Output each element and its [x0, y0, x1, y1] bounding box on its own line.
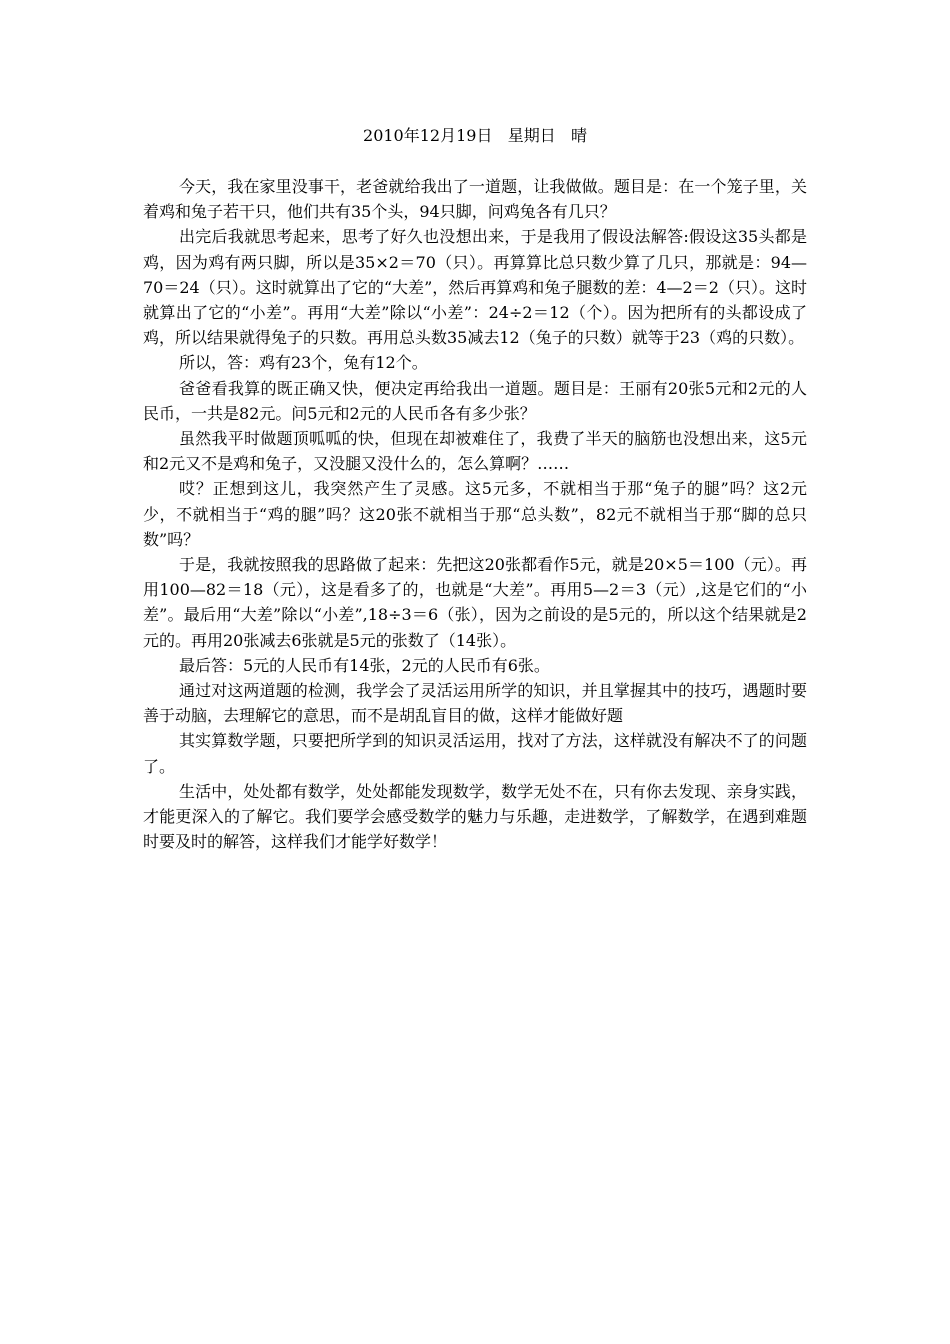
diary-date-heading: 2010年12月19日 星期日 晴 — [363, 126, 587, 145]
paragraph-1: 今天，我在家里没事干，老爸就给我出了一道题，让我做做。题目是：在一个笼子里，关着鸡和兔子若干只，他们共有35个头，94只脚，问鸡兔各有几只？ — [143, 177, 807, 222]
paragraph-9: 通过对这两道题的检测，我学会了灵活运用所学的知识，并且掌握其中的技巧，遇题时要善于动脑，去理解它的意思，而不是胡乱盲目的做，这样才能做好题 — [143, 681, 807, 726]
paragraph-8: 最后答：5元的人民币有14张，2元的人民币有6张。 — [179, 655, 550, 675]
paragraph-7: 于是，我就按照我的思路做了起来：先把这20张都看作5元，就是20×5＝100（元）。再用100—82＝18（元），这是看多了的，也就是“大差”。再用5—2＝3（元）,这是它们的“小差”。最后用“大差”除以“小差”,18÷3＝6（张），因为之前设的是5元的，所以这个结果就是2元的。再用20张减去6张就是5元的张数了（14张）。 — [143, 555, 807, 650]
paragraph-4: 爸爸看我算的既正确又快，便决定再给我出一道题。题目是：王丽有20张5元和2元的人民币，一共是82元。问5元和2元的人民币各有多少张？ — [143, 378, 807, 423]
paragraph-3: 所以，答：鸡有23个，兔有12个。 — [179, 353, 428, 373]
document-page — [143, 124, 807, 854]
paragraph-5: 虽然我平时做题顶呱呱的快，但现在却被难住了，我费了半天的脑筋也没想出来，这5元和2元又不是鸡和兔子，又没腿又没什么的，怎么算啊？…… — [143, 429, 807, 474]
paragraph-2: 出完后我就思考起来，思考了好久也没想出来，于是我用了假设法解答:假设这35头都是鸡，因为鸡有两只脚，所以是35×2＝70（只）。再算算比总只数少算了几只，那就是：94—70＝24（只）。这时就算出了它的“大差”，然后再算鸡和兔子腿数的差：4—2＝2（只）。这时就算出了它的“小差”。再用“大差”除以“小差”：24÷2＝12（个）。因为把所有的头都设成了鸡，所以结果就得兔子的只数。再用总头数35减去12（兔子的只数）就等于23（鸡的只数）。 — [143, 227, 807, 348]
paragraph-11: 生活中，处处都有数学，处处都能发现数学，数学无处不在，只有你去发现、亲身实践，才能更深入的了解它。我们要学会感受数学的魅力与乐趣，走进数学，了解数学，在遇到难题时要及时的解答，这样我们才能学好数学！ — [143, 781, 807, 852]
paragraph-10: 其实算数学题，只要把所学到的知识灵活运用，找对了方法，这样就没有解决不了的问题了。 — [143, 731, 807, 776]
paragraph-6: 哎？正想到这儿，我突然产生了灵感。这5元多，不就相当于那“兔子的腿”吗？这2元少，不就相当于“鸡的腿”吗？这20张不就相当于那“总头数”，82元不就相当于那“脚的总只数”吗？ — [143, 479, 807, 549]
